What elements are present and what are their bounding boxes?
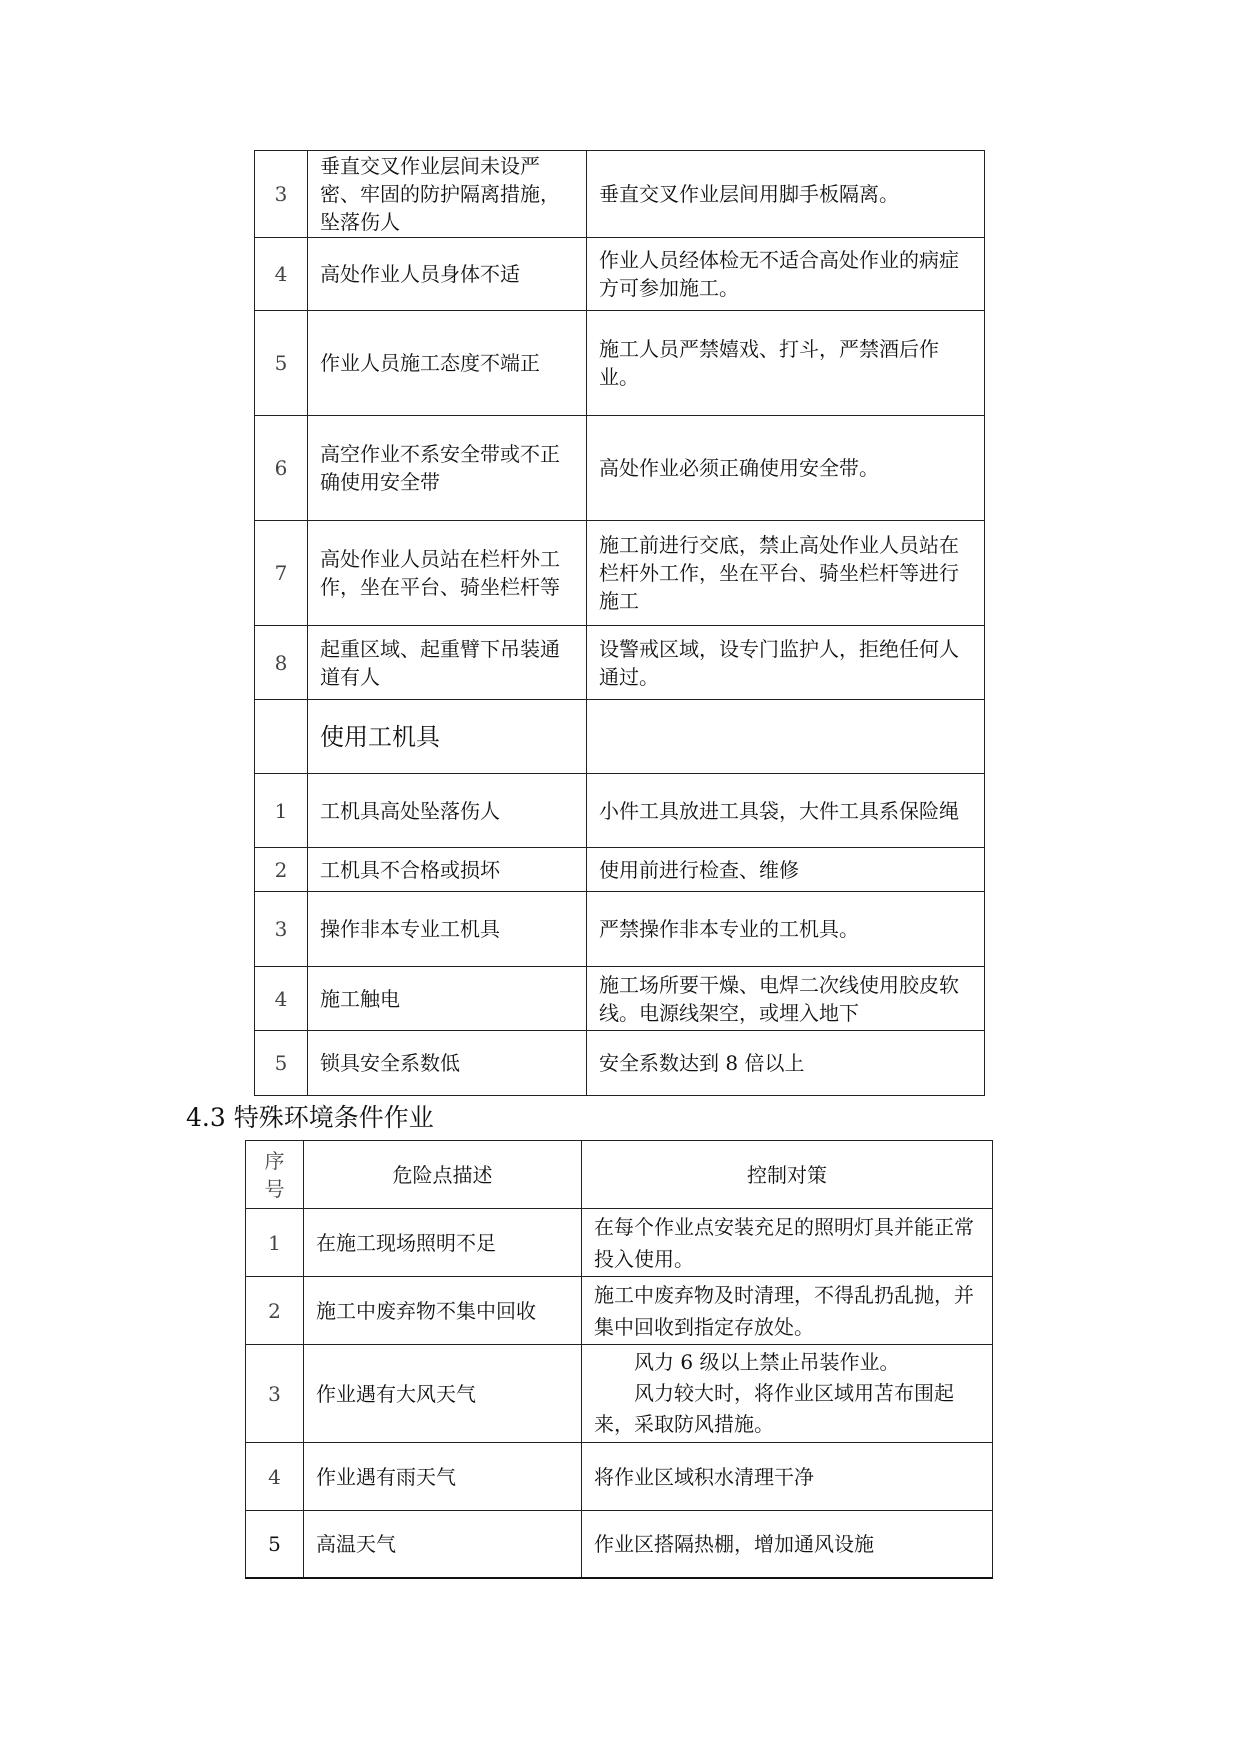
hazard-cell: 工机具高处坠落伤人 [308,774,587,848]
row-number: 7 [255,521,308,626]
control-cell: 施工人员严禁嬉戏、打斗，严禁酒后作业。 [587,311,985,416]
control-cell: 严禁操作非本专业的工机具。 [587,892,985,967]
control-cell: 施工前进行交底，禁止高处作业人员站在栏杆外工作，坐在平台、骑坐栏杆等进行施工 [587,521,985,626]
table-row [255,774,985,848]
row-number: 5 [255,1031,308,1096]
control-cell: 作业人员经体检无不适合高处作业的病症方可参加施工。 [587,238,985,311]
control-cell: 使用前进行检查、维修 [587,848,985,892]
table-row [246,1277,993,1345]
hazard-cell: 起重区域、起重臂下吊装通道有人 [308,626,587,700]
section-heading-tools: 使用工机具 [308,700,587,774]
hazard-cell: 操作非本专业工机具 [308,892,587,967]
table-header-row [246,1141,993,1209]
table-row [255,626,985,700]
hazard-table-work-at-height [254,150,985,1096]
section-title: 4.3 特殊环境条件作业 [186,1103,434,1132]
hazard-cell: 作业遇有大风天气 [304,1345,582,1443]
hazard-cell: 工机具不合格或损坏 [308,848,587,892]
section-heading-row [255,700,985,774]
row-number: 4 [255,967,308,1031]
row-number: 3 [255,151,308,238]
control-cell: 高处作业必须正确使用安全带。 [587,416,985,521]
control-cell: 安全系数达到 8 倍以上 [587,1031,985,1096]
table-row [246,1209,993,1277]
hazard-cell: 在施工现场照明不足 [304,1209,582,1277]
header-number-text: 序号 [264,1148,285,1201]
row-number: 5 [255,311,308,416]
control-cell: 小件工具放进工具袋，大件工具系保险绳 [587,774,985,848]
table-row [246,1511,993,1578]
table-row [255,311,985,416]
hazard-cell: 高处作业人员站在栏杆外工作，坐在平台、骑坐栏杆等 [308,521,587,626]
table-row [255,416,985,521]
table-row [246,1443,993,1511]
row-number: 3 [246,1345,304,1443]
hazard-table-special-environment [245,1140,993,1579]
header-number [246,1141,304,1209]
hazard-cell: 垂直交叉作业层间未设严密、牢固的防护隔离措施，坠落伤人 [308,151,587,238]
control-cell: 作业区搭隔热棚，增加通风设施 [582,1511,993,1578]
control-cell: 设警戒区域，设专门监护人，拒绝任何人通过。 [587,626,985,700]
row-number: 6 [255,416,308,521]
hazard-cell: 高处作业人员身体不适 [308,238,587,311]
table-row [255,848,985,892]
control-cell: 将作业区域积水清理干净 [582,1443,993,1511]
table-row [246,1345,993,1443]
table-row [255,1031,985,1096]
hazard-cell: 高空作业不系安全带或不正确使用安全带 [308,416,587,521]
control-cell [582,1345,993,1443]
control-line: 风力较大时，将作业区域用苫布围起来，采取防风措施。 [594,1381,954,1436]
control-cell: 垂直交叉作业层间用脚手板隔离。 [587,151,985,238]
control-line: 风力 6 级以上禁止吊装作业。 [634,1350,900,1374]
row-number: 2 [246,1277,304,1345]
row-number: 5 [246,1511,304,1578]
header-hazard: 危险点描述 [304,1141,582,1209]
hazard-cell: 作业遇有雨天气 [304,1443,582,1511]
table-row [255,892,985,967]
table-row [255,521,985,626]
hazard-cell: 施工中废弃物不集中回收 [304,1277,582,1345]
empty-cell [255,700,308,774]
row-number: 4 [246,1443,304,1511]
hazard-cell: 施工触电 [308,967,587,1031]
row-number: 1 [255,774,308,848]
row-number: 2 [255,848,308,892]
control-cell: 施工场所要干燥、电焊二次线使用胶皮软线。电源线架空，或埋入地下 [587,967,985,1031]
row-number: 8 [255,626,308,700]
table-row [255,151,985,238]
control-cell: 在每个作业点安装充足的照明灯具并能正常投入使用。 [582,1209,993,1277]
row-number: 3 [255,892,308,967]
hazard-cell: 高温天气 [304,1511,582,1578]
row-number: 1 [246,1209,304,1277]
empty-cell [587,700,985,774]
header-control: 控制对策 [582,1141,993,1209]
control-cell: 施工中废弃物及时清理，不得乱扔乱抛，并集中回收到指定存放处。 [582,1277,993,1345]
table-row [255,967,985,1031]
hazard-cell: 锁具安全系数低 [308,1031,587,1096]
table-row [255,238,985,311]
row-number: 4 [255,238,308,311]
hazard-cell: 作业人员施工态度不端正 [308,311,587,416]
